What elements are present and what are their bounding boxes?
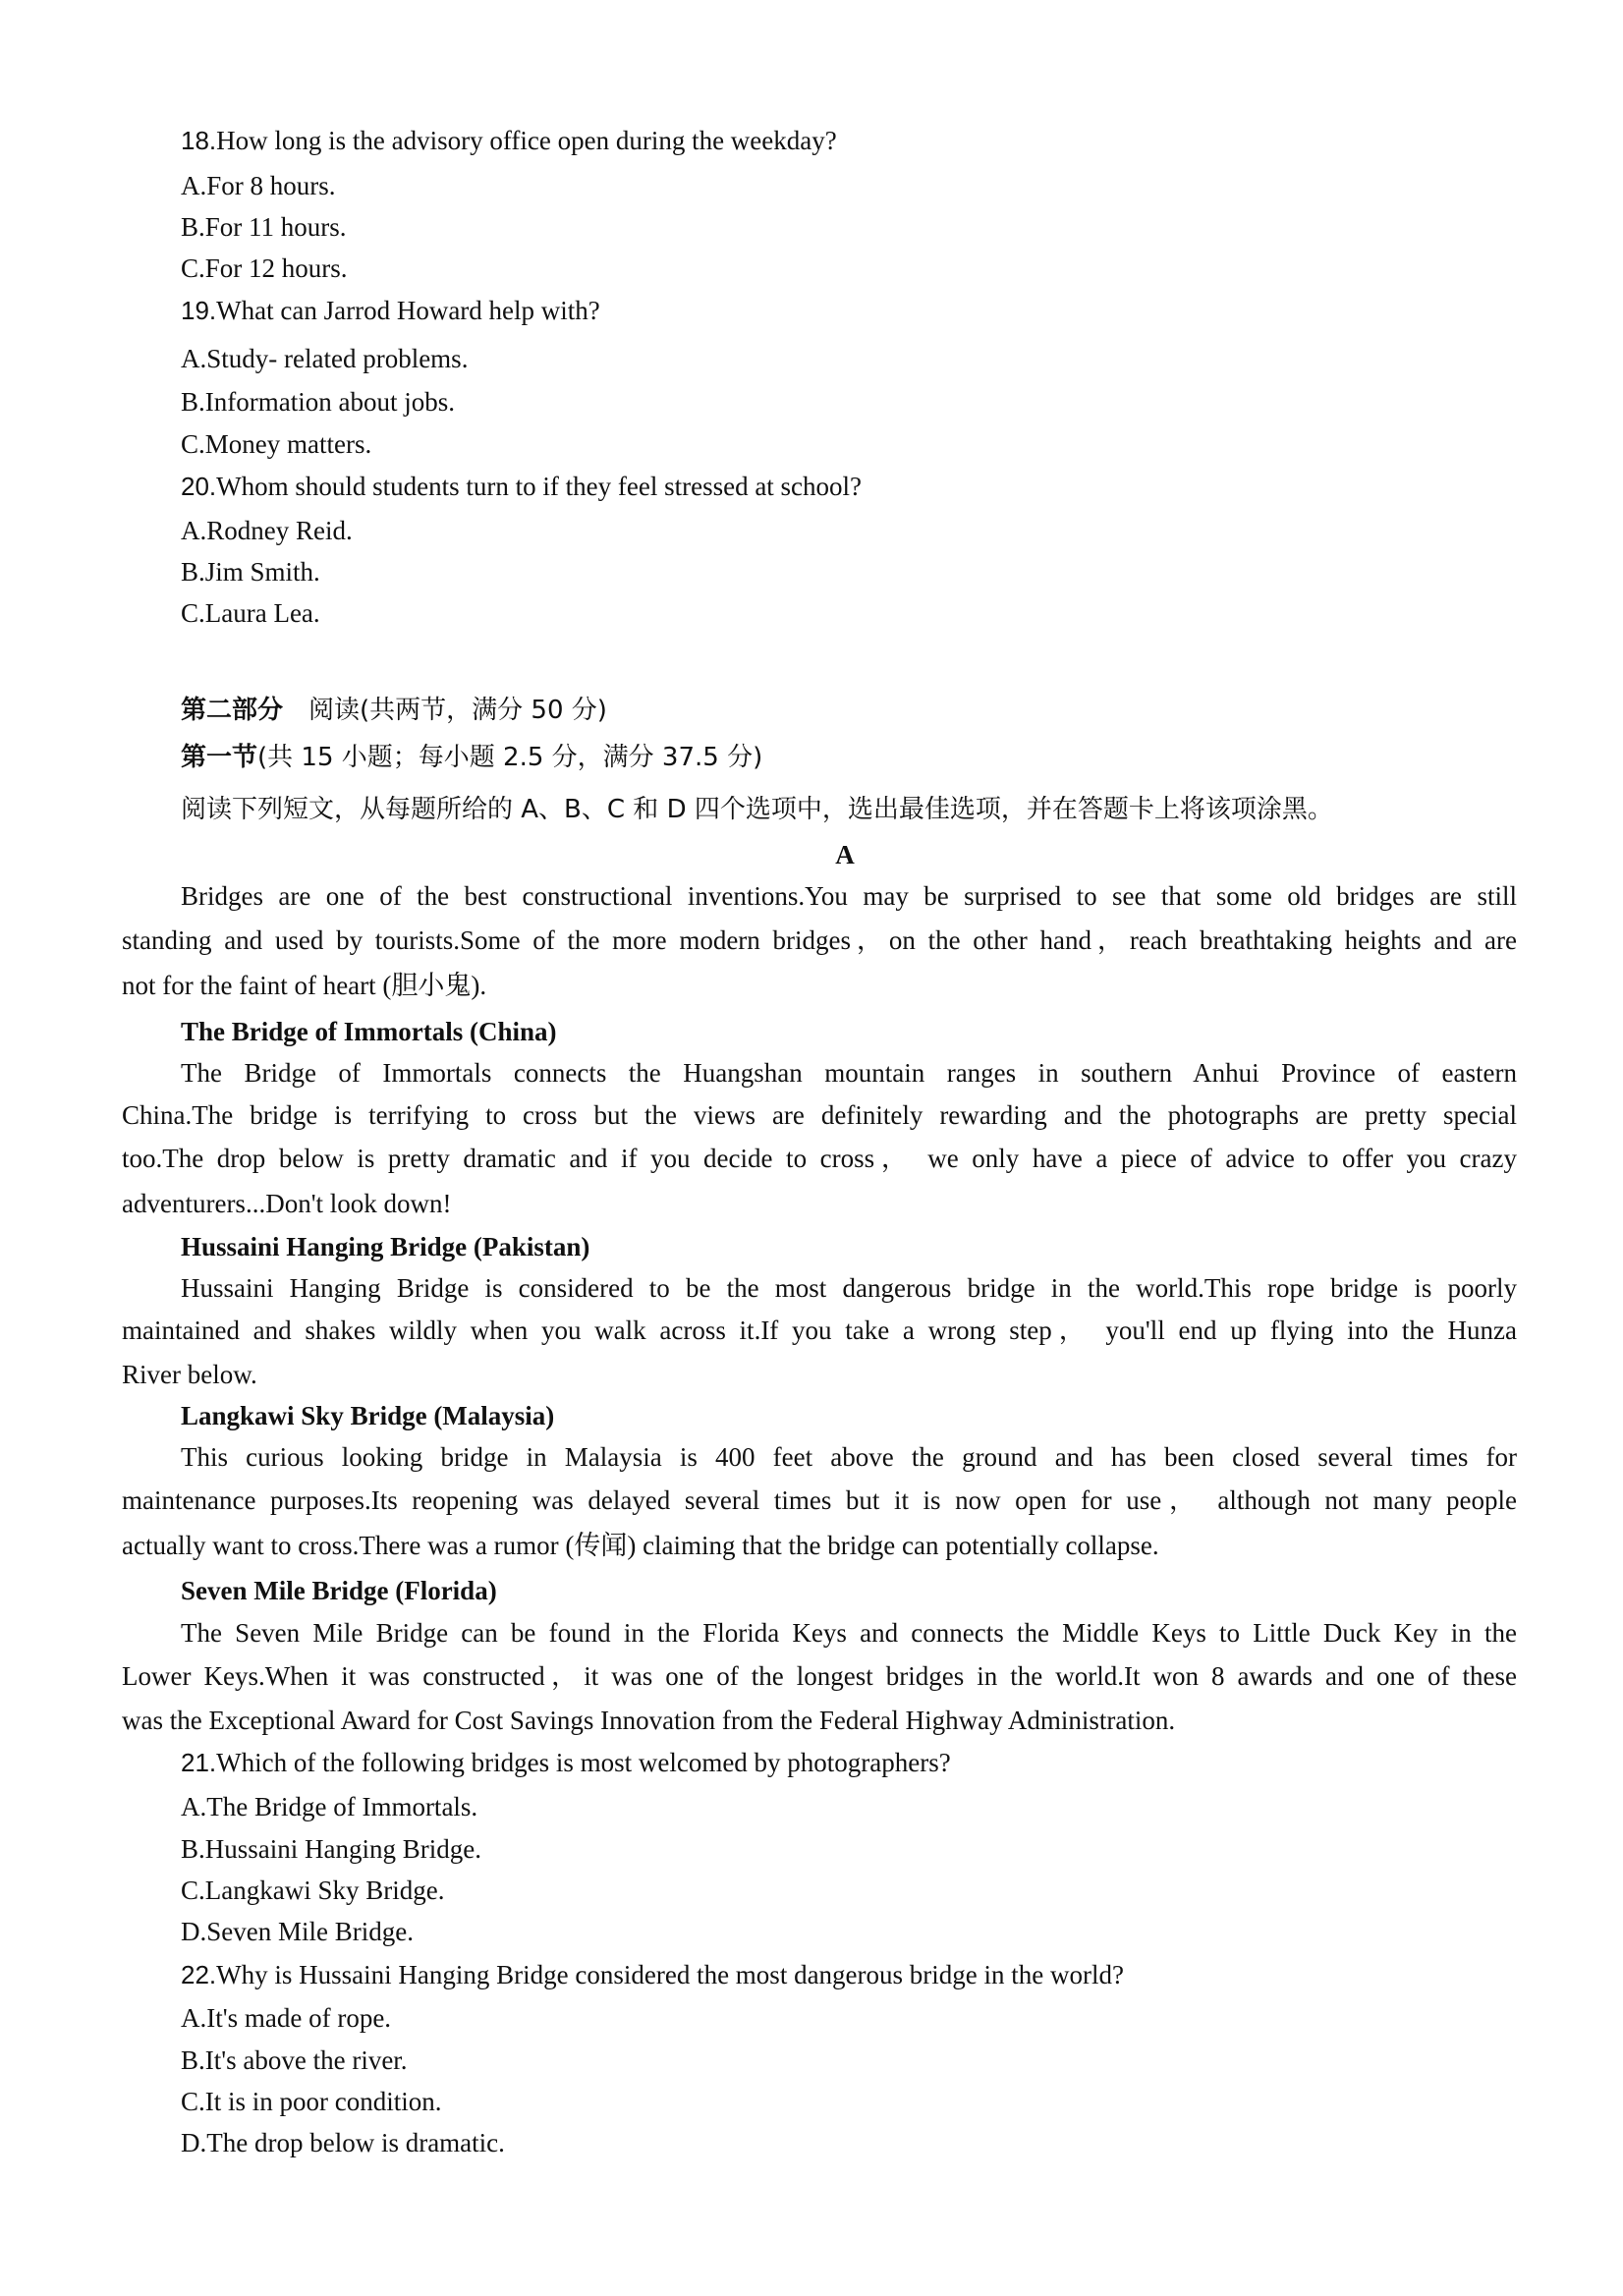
intro-line-2: standing and used by tourists.Some of the more modern bridges，on the other hand，reach breathtaking heights and are: [122, 925, 1517, 955]
bridge-title-langkawi: Langkawi Sky Bridge (Malaysia): [181, 1401, 555, 1430]
part-heading-title: 第二部分: [181, 696, 284, 725]
option-22-d: D.The drop below is dramatic.: [181, 2128, 505, 2157]
bridge-seven-mile-line-3: was the Exceptional Award for Cost Savings Innovation from the Federal Highway Administration.: [122, 1706, 1176, 1735]
question-text: Why is Hussaini Hanging Bridge considered the most dangerous bridge in the world?: [216, 1960, 1124, 1989]
question-20: [181, 470, 862, 503]
question-number: 22.: [181, 1960, 217, 1989]
bridge-immortals-line-1: The Bridge of Immortals connects the Huangshan mountain ranges in southern Anhui Province of eastern: [181, 1058, 1517, 1088]
option-19-c: C.Money matters.: [181, 429, 372, 459]
option-22-c: C.It is in poor condition.: [181, 2087, 442, 2116]
question-number: 18.: [181, 126, 217, 155]
question-18: [181, 124, 837, 157]
option-21-b: B.Hussaini Hanging Bridge.: [181, 1834, 481, 1864]
option-21-a: A.The Bridge of Immortals.: [181, 1792, 478, 1821]
bridge-title-immortals: The Bridge of Immortals (China): [181, 1017, 557, 1046]
intro-line-3: not for the faint of heart (胆小鬼).: [122, 971, 487, 1000]
section-heading: [181, 740, 762, 774]
option-22-b: B.It's above the river.: [181, 2045, 408, 2075]
question-19: [181, 294, 600, 327]
option-20-a: A.Rodney Reid.: [181, 516, 353, 545]
section-heading-title: 第一节: [181, 743, 258, 772]
option-20-b: B.Jim Smith.: [181, 557, 320, 587]
option-19-a: A.Study- related problems.: [181, 344, 469, 373]
intro-line-1: Bridges are one of the best constructional inventions.You may be surprised to see that some old bridges are still: [181, 881, 1517, 911]
bridge-hussaini-line-2: maintained and shakes wildly when you walk across it.If you take a wrong step， you'll end up flying into the Hunza: [122, 1316, 1517, 1345]
question-text: What can Jarrod Howard help with?: [216, 296, 600, 325]
bridge-hussaini-line-3: River below.: [122, 1360, 257, 1389]
option-18-b: B.For 11 hours.: [181, 212, 347, 242]
part-heading-detail: 阅读(共两节，满分 50 分): [308, 696, 607, 725]
question-number: 20.: [181, 472, 217, 501]
bridge-immortals-line-3: too.The drop below is pretty dramatic and if you decide to cross， we only have a piece of advice to offer you crazy: [122, 1144, 1517, 1173]
option-20-c: C.Laura Lea.: [181, 598, 320, 628]
option-19-b: B.Information about jobs.: [181, 387, 455, 417]
question-text: Which of the following bridges is most welcomed by photographers?: [216, 1748, 951, 1777]
section-heading-detail: (共 15 小题；每小题 2.5 分，满分 37.5 分): [257, 743, 763, 772]
part-heading: [181, 693, 607, 727]
passage-label: A: [835, 840, 855, 869]
bridge-seven-mile-line-1: The Seven Mile Bridge can be found in the Florida Keys and connects the Middle Keys to Little Duck Key in the: [181, 1618, 1517, 1648]
bridge-langkawi-line-1: This curious looking bridge in Malaysia is 400 feet above the ground and has been closed several times for: [181, 1442, 1517, 1472]
question-22: [181, 1958, 1124, 1991]
bridge-immortals-line-2: China.The bridge is terrifying to cross but the views are definitely rewarding and the photographs are pretty special: [122, 1100, 1517, 1130]
question-text: How long is the advisory office open during the weekday?: [216, 126, 837, 155]
bridge-langkawi-line-3: actually want to cross.There was a rumor (传闻) claiming that the bridge can potentially collapse.: [122, 1531, 1159, 1560]
option-22-a: A.It's made of rope.: [181, 2003, 392, 2033]
question-number: 21.: [181, 1748, 217, 1777]
bridge-immortals-line-4: adventurers...Don't look down!: [122, 1189, 452, 1218]
option-21-d: D.Seven Mile Bridge.: [181, 1917, 414, 1946]
question-text: Whom should students turn to if they feel stressed at school?: [216, 472, 863, 501]
question-number: 19.: [181, 296, 217, 325]
option-21-c: C.Langkawi Sky Bridge.: [181, 1876, 445, 1905]
question-21: [181, 1746, 951, 1779]
bridge-hussaini-line-1: Hussaini Hanging Bridge is considered to be the most dangerous bridge in the world.This rope bridge is poorly: [181, 1273, 1517, 1303]
bridge-title-seven-mile: Seven Mile Bridge (Florida): [181, 1576, 497, 1605]
reading-instruction: 阅读下列短文，从每题所给的 A、B、C 和 D 四个选项中，选出最佳选项，并在答题卡上将该项涂黑。: [181, 795, 1333, 824]
bridge-langkawi-line-2: maintenance purposes.Its reopening was delayed several times but it is now open for use， although not many people: [122, 1485, 1517, 1515]
bridge-title-hussaini: Hussaini Hanging Bridge (Pakistan): [181, 1232, 590, 1261]
option-18-c: C.For 12 hours.: [181, 253, 348, 283]
option-18-a: A.For 8 hours.: [181, 171, 336, 200]
bridge-seven-mile-line-2: Lower Keys.When it was constructed，it was one of the longest bridges in the world.It won 8 awards and one of these: [122, 1661, 1517, 1691]
